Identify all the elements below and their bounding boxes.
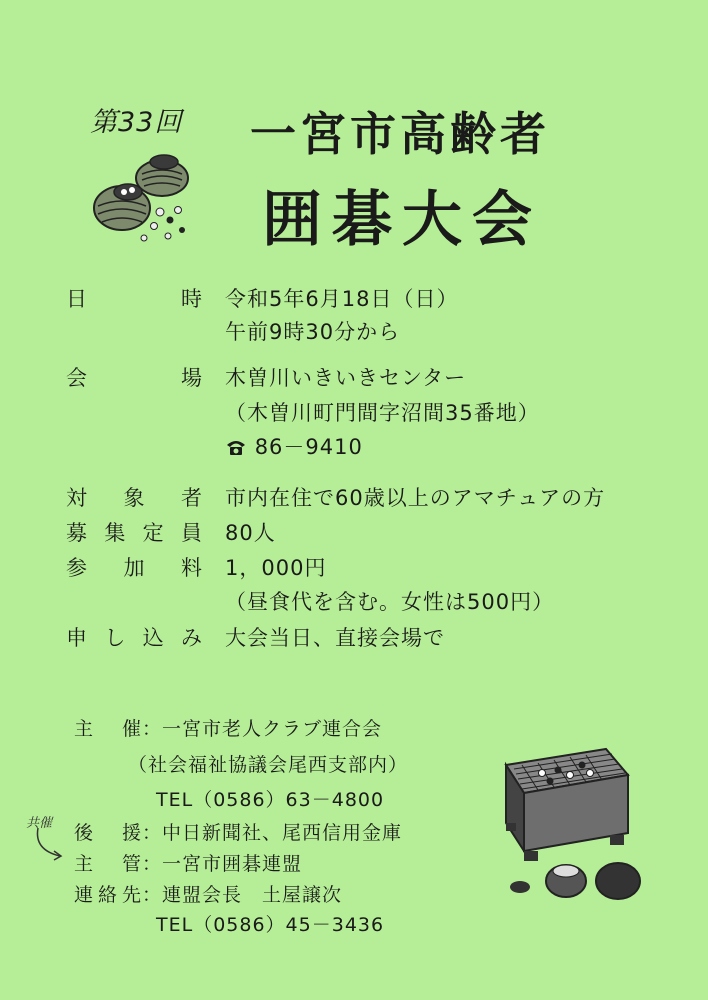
capacity-value: 80人 bbox=[225, 521, 276, 545]
venue-phone: 86－9410 bbox=[254, 435, 363, 459]
application-label: 申 し 込 み bbox=[66, 626, 202, 650]
venue-address: （木曽川町門間字沼間35番地） bbox=[225, 401, 540, 425]
contact-tel: TEL（0586）45－3436 bbox=[156, 914, 385, 936]
capacity-label: 募 集 定 員 bbox=[66, 521, 202, 545]
host-row: 主 催 ：一宮市老人クラブ連合会 bbox=[74, 714, 382, 741]
host-tel: TEL（0586）63－4800 bbox=[156, 789, 385, 811]
eligibility-label: 対 象 者 bbox=[66, 486, 202, 510]
support-label: 後 援 bbox=[74, 822, 142, 844]
title-line1: 一宮市高齢者 bbox=[250, 107, 550, 161]
management-label: 主 管 bbox=[74, 853, 142, 875]
management-value: 一宮市囲碁連盟 bbox=[162, 853, 303, 875]
management-row: 主 管 ：一宮市囲碁連盟 bbox=[74, 849, 302, 876]
host-value: 一宮市老人クラブ連合会 bbox=[162, 718, 383, 740]
phone-icon bbox=[225, 438, 247, 456]
fee-note: （昼食代を含む。女性は500円） bbox=[225, 590, 555, 614]
host-label: 主 催 bbox=[74, 718, 142, 740]
venue-label: 会 場 bbox=[66, 366, 202, 390]
eligibility-value: 市内在住で60歳以上のアマチュアの方 bbox=[225, 486, 606, 510]
contact-row: 連 絡 先 ：連盟会長 土屋譲次 bbox=[74, 880, 342, 907]
venue-value: 木曽川いきいきセンター bbox=[225, 366, 467, 390]
time-value: 午前9時30分から bbox=[225, 320, 401, 344]
host-sub: （社会福祉協議会尾西支部内） bbox=[128, 754, 409, 776]
support-row: 後 援 ：中日新聞社、尾西信用金庫 bbox=[74, 818, 402, 845]
contact-value: 連盟会長 土屋譲次 bbox=[162, 884, 343, 906]
application-value: 大会当日、直接会場で bbox=[225, 626, 445, 650]
handwritten-arrow-icon bbox=[30, 826, 70, 868]
fee-value: 1，000円 bbox=[225, 556, 327, 580]
date-value: 令和5年6月18日（日） bbox=[225, 287, 459, 311]
contact-label: 連 絡 先 bbox=[74, 884, 142, 906]
date-label: 日 時 bbox=[66, 287, 202, 311]
support-annotation: 共催 bbox=[26, 816, 53, 831]
go-bowls-icon bbox=[84, 140, 194, 250]
title-line2: 囲碁大会 bbox=[262, 185, 542, 255]
fee-label: 参 加 料 bbox=[66, 556, 202, 580]
edition-label: 第33回 bbox=[90, 107, 183, 138]
go-board-icon bbox=[478, 735, 654, 905]
support-value: 中日新聞社、尾西信用金庫 bbox=[162, 822, 403, 844]
